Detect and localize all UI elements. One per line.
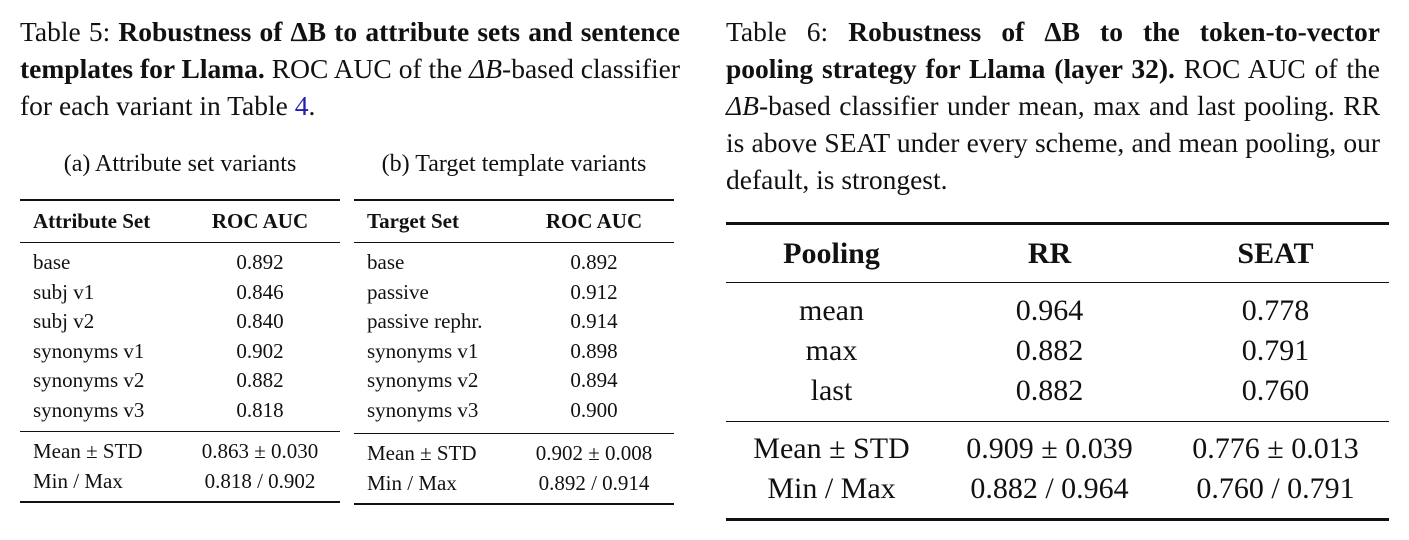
table6-body: [726, 291, 1389, 411]
table5-caption: [20, 13, 680, 124]
summary-row: [20, 467, 340, 497]
subtable-b-caption: (b) Target template variants: [381, 151, 647, 177]
table4-ref-link[interactable]: 4: [294, 90, 309, 121]
table6-title: Robustness of ΔB to the token-to-vector pooling strategy for Llama (layer 32).: [726, 16, 1381, 84]
row-label-cell: Mean ± STD: [367, 441, 477, 465]
subtable-a-sum-rule: [20, 431, 340, 432]
row-label-cell: passive rephr.: [367, 309, 483, 333]
row-label-cell: synonyms v1: [33, 338, 145, 363]
subtable-b-mid-rule: [354, 242, 674, 243]
value-cell: 0.909 ± 0.039: [966, 432, 1133, 465]
value-cell: 0.912: [570, 279, 618, 304]
subtable-b-body: [354, 248, 674, 425]
value-cell: 0.882: [236, 368, 284, 392]
table5-body-1: ROC AUC of the: [264, 53, 470, 84]
row-label-cell: Mean ± STD: [33, 439, 143, 463]
header-pooling: Pooling: [783, 237, 880, 270]
value-cell: 0.894: [570, 368, 618, 392]
subtable-b-bottom-rule: [354, 503, 674, 505]
row-label-cell: last: [810, 374, 853, 407]
table-row: [354, 307, 674, 337]
row-label-cell: subj v1: [33, 279, 95, 304]
value-cell: 0.818: [236, 397, 284, 422]
value-cell: 0.882: [1015, 374, 1084, 407]
value-cell: 0.882 / 0.964: [970, 472, 1129, 505]
table5-body-2: -based classifier for each variant in Table: [20, 53, 681, 121]
header-seat: SEAT: [1237, 237, 1314, 270]
header-roc-auc: ROC AUC: [545, 209, 643, 233]
table6-bottom-rule: [726, 518, 1389, 521]
table-row: [354, 396, 674, 426]
row-label-cell: base: [33, 250, 71, 274]
row-label-cell: synonyms v3: [33, 397, 145, 422]
value-cell: 0.846: [236, 279, 284, 304]
table-row: [354, 248, 674, 278]
table6-label: Table 6:: [726, 16, 849, 47]
table-row: [20, 248, 340, 278]
row-label-cell: Min / Max: [33, 468, 123, 493]
value-cell: 0.902: [236, 338, 284, 363]
row-label-cell: Mean ± STD: [753, 432, 910, 465]
table-row: [20, 278, 340, 308]
value-cell: 0.902 ± 0.008: [535, 441, 653, 465]
table6-sum-rule: [726, 421, 1389, 422]
table5-math: ΔB: [469, 53, 503, 84]
table-row: [20, 396, 340, 426]
table-row: [20, 337, 340, 367]
table6-caption: [726, 13, 1380, 198]
value-cell: 0.760 / 0.791: [1196, 472, 1355, 505]
value-cell: 0.863 ± 0.030: [201, 439, 319, 463]
value-cell: 0.776 ± 0.013: [1192, 432, 1359, 465]
summary-row: [726, 429, 1389, 469]
table-row: [354, 337, 674, 367]
value-cell: 0.778: [1241, 294, 1310, 327]
value-cell: 0.892: [570, 250, 618, 274]
subtable-a-body: [20, 248, 340, 425]
row-label-cell: subj v2: [33, 309, 95, 333]
summary-row: [354, 439, 674, 469]
header-rr: RR: [1027, 237, 1072, 270]
value-cell: 0.898: [570, 338, 618, 363]
summary-row: [726, 469, 1389, 509]
row-label-cell: synonyms v1: [367, 338, 479, 363]
table-row: [726, 291, 1389, 331]
subtable-a-header: [20, 201, 340, 241]
header-target-set: Target Set: [367, 209, 459, 233]
table5-caption-end: .: [308, 90, 316, 121]
value-cell: 0.791: [1241, 334, 1310, 367]
value-cell: 0.900: [570, 397, 618, 422]
subtable-b-header: [354, 201, 674, 241]
value-cell: 0.818 / 0.902: [204, 468, 316, 493]
value-cell: 0.892 / 0.914: [538, 470, 650, 495]
row-label-cell: mean: [799, 294, 864, 327]
row-label-cell: passive: [367, 279, 429, 304]
row-label-cell: synonyms v2: [33, 368, 145, 392]
table-row: [354, 366, 674, 396]
subtable-a-bottom-rule: [20, 501, 340, 503]
summary-row: [354, 469, 674, 499]
subtable-b-sum-rule: [354, 433, 674, 434]
value-cell: 0.892: [236, 250, 284, 274]
table5-label: Table 5:: [20, 16, 119, 47]
table6-summary: [726, 429, 1389, 509]
table-row: [726, 331, 1389, 371]
value-cell: 0.914: [570, 309, 618, 333]
summary-row: [20, 437, 340, 467]
table-row: [20, 307, 340, 337]
row-label-cell: synonyms v2: [367, 368, 479, 392]
row-label-cell: base: [367, 250, 405, 274]
header-attribute-set: Attribute Set: [33, 209, 151, 233]
subtable-a-summary: [20, 437, 340, 496]
table-row: [20, 366, 340, 396]
value-cell: 0.760: [1241, 374, 1310, 407]
header-roc-auc: ROC AUC: [211, 209, 309, 233]
subtable-a-mid-rule: [20, 242, 340, 243]
value-cell: 0.964: [1015, 294, 1084, 327]
value-cell: 0.882: [1015, 334, 1084, 367]
table6-body-1: ROC AUC of the: [1174, 53, 1381, 84]
table6-body-2: -based classifier under mean, max and last pooling. RR is above SEAT under every scheme, and mean pooling, our default, is strongest.: [726, 90, 1380, 195]
row-label-cell: synonyms v3: [367, 397, 479, 422]
table6-header: [726, 224, 1389, 284]
subtable-b-summary: [354, 439, 674, 498]
table-row: [726, 371, 1389, 411]
row-label-cell: Min / Max: [367, 470, 457, 495]
value-cell: 0.840: [236, 309, 284, 333]
table5-title: Robustness of ΔB to attribute sets and sentence templates for Llama.: [20, 16, 680, 84]
table6-math: ΔB: [726, 90, 759, 121]
table6-mid-rule: [726, 282, 1389, 283]
row-label-cell: Min / Max: [767, 472, 896, 505]
row-label-cell: max: [805, 334, 858, 367]
table-row: [354, 278, 674, 308]
subtable-a-caption: (a) Attribute set variants: [63, 151, 297, 177]
